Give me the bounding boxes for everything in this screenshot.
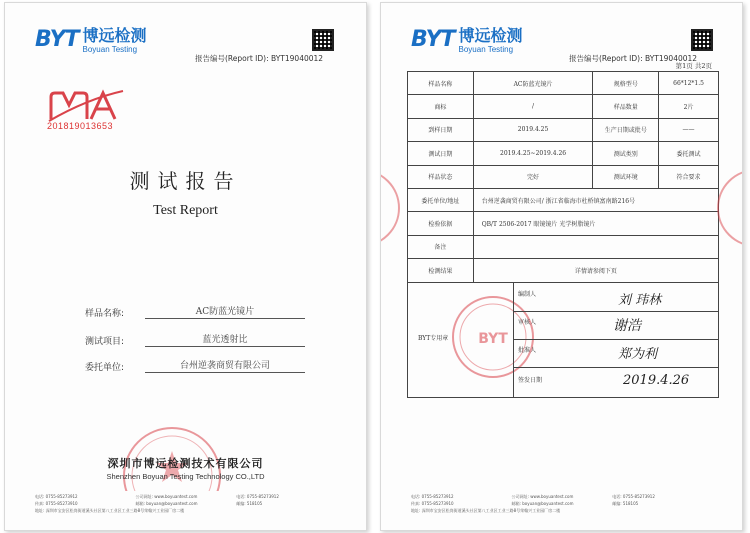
edge-seal-icon xyxy=(716,163,743,253)
cma-mark xyxy=(47,89,127,131)
contact-footer xyxy=(35,493,340,514)
test-item-row xyxy=(85,331,305,347)
brand-logo xyxy=(411,27,523,54)
cell-label: 商标 xyxy=(408,95,474,118)
table-row xyxy=(408,95,719,118)
cell-value: 66*12*1.5 xyxy=(659,72,719,95)
cell-label: 测试类别 xyxy=(593,142,659,165)
table-row xyxy=(408,142,719,165)
footer-address: 地址: 深圳市宝安区松岗街道溪头社区第八工业区工业三路8号荣翰兴工业园厂房二楼 xyxy=(35,508,185,513)
cell-label: 样品数量 xyxy=(593,95,659,118)
qr-code-icon xyxy=(691,29,713,51)
field-label: 样品名称: xyxy=(85,309,125,319)
cell-value: —— xyxy=(659,118,719,141)
cell-label: 生产日期或批号 xyxy=(593,118,659,141)
footer-email: 邮箱: boyuan@boyuantest.com xyxy=(511,501,574,506)
field-value: 台州逆袭商贸有限公司 xyxy=(145,358,305,373)
footer-website: 公司网址: www.boyuantest.com xyxy=(135,494,198,499)
signature-compiler: 刘 玮林 xyxy=(618,292,662,308)
signature-approver: 郑为利 xyxy=(618,346,658,362)
cell-label: 备注 xyxy=(408,235,474,258)
signature-date: 2019.4.26 xyxy=(623,372,690,388)
cell-label: 样品状态 xyxy=(408,165,474,188)
cell-value: 2019.4.25 xyxy=(473,118,593,141)
cell-value: 委托测试 xyxy=(659,142,719,165)
field-label: 委托单位: xyxy=(85,363,125,373)
logo-name-cn: 博远检测 xyxy=(458,26,523,45)
footer-postcode: 邮编: 518105 xyxy=(612,501,639,506)
cell-label: 检测结果 xyxy=(408,259,474,282)
cell-label: 委托单位/地址 xyxy=(408,188,474,211)
report-title-cn: 测试报告 xyxy=(129,169,242,193)
company-name-cn: 深圳市博远检测技术有限公司 xyxy=(107,457,264,470)
table-row xyxy=(408,212,719,235)
byt-stamp-label: BYT专用章 xyxy=(418,334,449,342)
logo-name-cn: 博远检测 xyxy=(82,26,147,45)
company-name-en: Shenzhen Boyuan Testing Technology CO.,LTD xyxy=(106,472,265,481)
brand-logo xyxy=(35,27,147,54)
sign-label-reviewer: 审核人 xyxy=(518,318,537,326)
logo-name-en: Boyuan Testing xyxy=(458,45,514,54)
cell-value: 详情请参阅下页 xyxy=(473,259,718,282)
field-value: 蓝光透射比 xyxy=(145,332,305,347)
cell-value: / xyxy=(473,95,593,118)
footer-phone: 电话: 0755-85273912 xyxy=(35,494,78,499)
sign-label-approver: 批准人 xyxy=(518,346,537,354)
footer-email: 邮箱: boyuan@boyuantest.com xyxy=(135,501,198,506)
cell-value: 2019.4.25~2019.4.26 xyxy=(473,142,593,165)
report-id: 报告编号(Report ID): BYT19040012 xyxy=(569,54,698,63)
cell-label: 样品名称 xyxy=(408,72,474,95)
footer-address: 地址: 深圳市宝安区松岗街道溪头社区第八工业区工业三路8号荣翰兴工业园厂房二楼 xyxy=(411,508,561,513)
footer-phone: 电话: 0755-85273912 xyxy=(411,494,454,499)
divider xyxy=(513,339,718,340)
table-row xyxy=(408,165,719,188)
cell-value: 台州逆袭商贸有限公司/ 浙江省临海市杜桥镇富南路216号 xyxy=(473,188,718,211)
footer-phone-2: 电话: 0755-85273912 xyxy=(236,494,279,499)
logo-name-en: Boyuan Testing xyxy=(82,45,138,54)
table-row xyxy=(408,235,719,258)
cell-label: 测试环境 xyxy=(593,165,659,188)
field-label: 测试项目: xyxy=(85,337,125,347)
report-detail-page xyxy=(380,2,743,531)
contact-footer xyxy=(411,493,716,514)
report-title-en: Test Report xyxy=(153,203,218,218)
logo-mark: BYT xyxy=(35,27,79,52)
divider xyxy=(513,367,718,368)
official-seal-icon xyxy=(448,287,538,387)
edge-seal-icon xyxy=(380,163,401,253)
table-row xyxy=(408,72,719,95)
cell-label: 测试日期 xyxy=(408,142,474,165)
cover-page xyxy=(4,2,367,531)
sample-name-row xyxy=(85,303,305,319)
page-number: 第1页 共2页 xyxy=(675,62,712,70)
table-row xyxy=(408,188,719,211)
cell-value: 符合要求 xyxy=(659,165,719,188)
cell-value: 2片 xyxy=(659,95,719,118)
table-row xyxy=(408,259,719,282)
footer-phone-2: 电话: 0755-85273912 xyxy=(612,494,655,499)
report-id: 报告编号(Report ID): BYT19040012 xyxy=(195,54,324,63)
sign-label-compiler: 编制人 xyxy=(518,290,537,298)
client-row xyxy=(85,357,305,373)
field-value: AC防蓝光镜片 xyxy=(145,304,305,319)
sign-label-issue-date: 签发日期 xyxy=(518,376,543,384)
footer-fax: 传真: 0755-85273910 xyxy=(35,501,78,506)
cma-number: 201819013653 xyxy=(47,121,114,131)
table-row xyxy=(408,282,719,397)
cell-label: 检验依据 xyxy=(408,212,474,235)
cell-value xyxy=(473,235,718,258)
divider xyxy=(513,311,718,312)
cell-value: 完好 xyxy=(473,165,593,188)
signature-reviewer: 谢浩 xyxy=(613,317,641,334)
table-row xyxy=(408,118,719,141)
report-table xyxy=(407,71,719,398)
cell-value: QB/T 2506-2017 眼镜镜片 光学树脂镜片 xyxy=(473,212,718,235)
signature-block xyxy=(408,282,719,397)
footer-fax: 传真: 0755-85273910 xyxy=(411,501,454,506)
footer-postcode: 邮编: 518105 xyxy=(236,501,263,506)
qr-code-icon xyxy=(312,29,334,51)
footer-website: 公司网址: www.boyuantest.com xyxy=(511,494,574,499)
svg-text:BYT: BYT xyxy=(478,330,508,347)
logo-mark: BYT xyxy=(411,27,455,52)
cma-logo-icon xyxy=(47,89,125,123)
cell-label: 到样日期 xyxy=(408,118,474,141)
divider xyxy=(513,283,514,397)
cell-label: 规格型号 xyxy=(593,72,659,95)
cell-value: AC防蓝光镜片 xyxy=(473,72,593,95)
